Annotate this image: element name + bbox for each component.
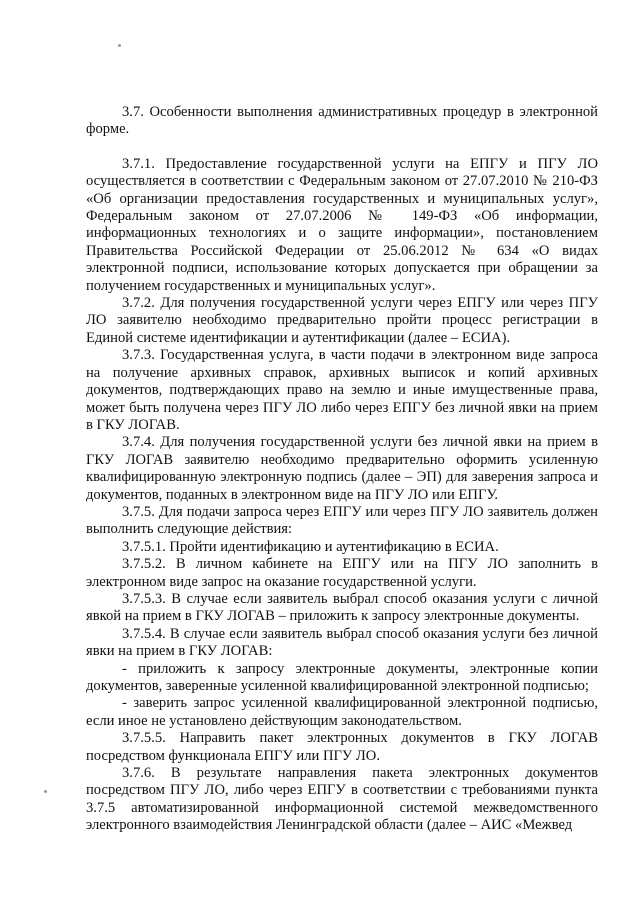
list-item-sign-request: - заверить запрос усиленной квалифицированной электронной подписью, если иное не установлено действующим законодательством.	[86, 695, 598, 729]
list-item-attach-documents: - приложить к запросу электронные документы, электронные копии документов, заверенные усиленной квалифицированной электронной подписью;	[86, 660, 598, 694]
paragraph-3-7-5-1: 3.7.5.1. Пройти идентификацию и аутентификацию в ЕСИА.	[122, 538, 499, 555]
paragraph-3-7-5-5: 3.7.5.5. Направить пакет электронных документов в ГКУ ЛОГАВ посредством функционала ЕПГУ или ПГУ ЛО.	[86, 730, 598, 764]
scan-speck	[44, 790, 47, 793]
paragraph-3-7-5-4: 3.7.5.4. В случае если заявитель выбрал способ оказания услуги без личной явки на прием в ГКУ ЛОГАВ:	[86, 625, 598, 660]
document-body	[86, 104, 598, 835]
paragraph-3-7-5: 3.7.5. Для подачи запроса через ЕПГУ или через ПГУ ЛО заявитель должен выполнить следующие действия:	[86, 503, 598, 538]
scan-speck	[118, 44, 121, 47]
section-heading: 3.7. Особенности выполнения административных процедур в электронной форме.	[86, 104, 598, 138]
paragraph-3-7-5-2: 3.7.5.2. В личном кабинете на ЕПГУ или на ПГУ ЛО заполнить в электронном виде запрос на оказание государственной услуги.	[86, 556, 598, 590]
paragraph-3-7-2: 3.7.2. Для получения государственной услуги через ЕПГУ или через ПГУ ЛО заявителю необходимо предварительно пройти процесс регистрации в Единой системе идентификации и аутентификации (далее – ЕСИА).	[86, 295, 598, 346]
paragraph-3-7-5-3: 3.7.5.3. В случае если заявитель выбрал способ оказания услуги с личной явкой на прием в ГКУ ЛОГАВ – приложить к запросу электронные документы.	[86, 590, 598, 625]
paragraph-3-7-1: 3.7.1. Предоставление государственной услуги на ЕПГУ и ПГУ ЛО осуществляется в соответствии с Федеральным законом от 27.07.2010 № 210-ФЗ «Об организации предоставления государственных и муниципальных услуг», Федеральным законом от 27.07.2006 № 149-ФЗ «Об информации, информационных технологиях и о защите информации», постановлением Правительства Российской Федерации от 25.06.2012 № 634 «О видах электронной подписи, использование которых допускается при обращении за получением государственных и муниципальных услуг».	[86, 155, 598, 294]
paragraph-3-7-3: 3.7.3. Государственная услуга, в части подачи в электронном виде запроса на получение архивных справок, архивных выписок и копий архивных документов, подтверждающих право на землю и иные имущественные права, может быть получена через ПГУ ЛО либо через ЕПГУ без личной явки на прием в ГКУ ЛОГАВ.	[86, 347, 598, 433]
paragraph-3-7-6: 3.7.6. В результате направления пакета электронных документов посредством ПГУ ЛО, либо через ЕПГУ в соответствии с требованиями пункта 3.7.5 автоматизированной информационной системой межведомственного электронного взаимодействия Ленинградской области (далее – АИС «Межвед	[86, 765, 598, 834]
paragraph-3-7-4: 3.7.4. Для получения государственной услуги без личной явки на прием в ГКУ ЛОГАВ заявителю необходимо предварительно оформить усиленную квалифицированную электронную подпись (далее – ЭП) для заверения запроса и документов, поданных в электронном виде на ПГУ ЛО или ЕПГУ.	[86, 434, 598, 503]
